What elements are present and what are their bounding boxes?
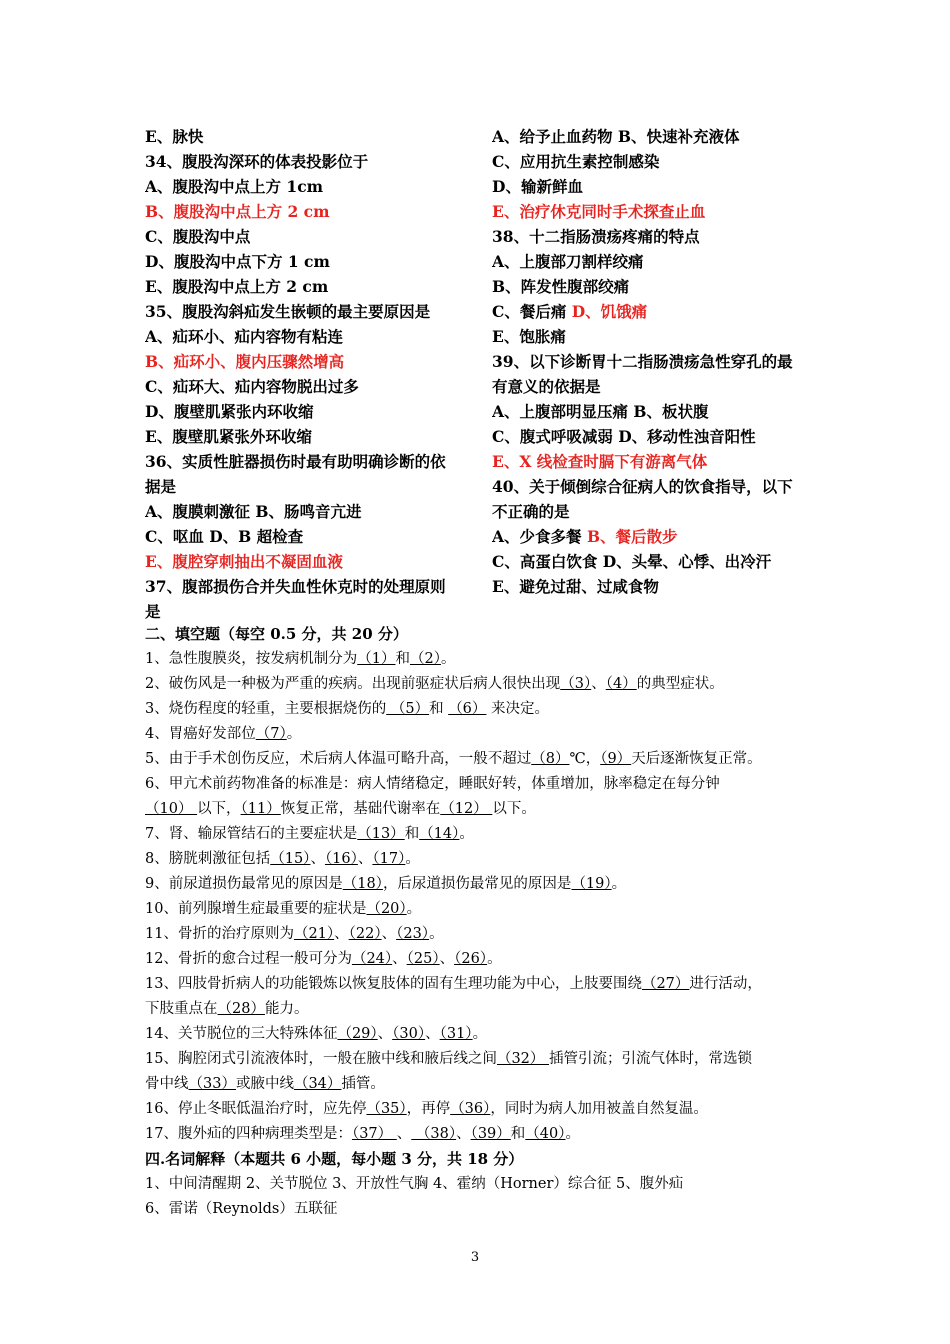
line-text: 。 bbox=[429, 926, 444, 942]
text-line bbox=[145, 1122, 820, 1147]
blank-slot: （24） bbox=[351, 951, 393, 967]
line-text: 14、关节脱位的三大特殊体征 bbox=[145, 1026, 338, 1042]
line-text: ，后尿道损伤最常见的原因是 bbox=[382, 876, 572, 892]
line-text: 8、膀胱刺激征包括 bbox=[145, 851, 271, 867]
line-text: 天后逐渐恢复正常。 bbox=[631, 751, 762, 767]
answer-line-highlighted: B、疝环小、腹内压骤然增高 bbox=[145, 352, 345, 371]
line-text: 。 bbox=[472, 1026, 488, 1042]
section-heading bbox=[145, 1147, 820, 1172]
line-text: 13、四肢骨折病人的功能锻炼以恢复肢体的固有生理功能为中心，上肢要围绕 bbox=[145, 976, 642, 992]
question-line bbox=[492, 499, 817, 524]
blank-slot: （8） bbox=[531, 751, 570, 767]
answer-highlight: E、治疗休克同时手术探查止血 bbox=[492, 202, 706, 221]
line-text: 。 bbox=[405, 851, 420, 867]
text-line bbox=[145, 822, 820, 847]
question-line bbox=[492, 199, 817, 224]
answer-line-highlighted: B、腹股沟中点上方 2 cm bbox=[145, 202, 330, 221]
line-text: 、 bbox=[456, 1126, 471, 1142]
line-text: 。 bbox=[286, 726, 302, 742]
question-line bbox=[492, 324, 817, 349]
blank-slot: （4） bbox=[605, 676, 637, 692]
line-text: 以下。 bbox=[492, 801, 536, 817]
line-text: 。 bbox=[565, 1126, 580, 1142]
line-text: 9、前尿道损伤最常见的原因是 bbox=[145, 876, 343, 892]
line-text: 来决定。 bbox=[486, 701, 550, 717]
text-line bbox=[145, 872, 820, 897]
blank-slot: （34） bbox=[293, 1076, 342, 1092]
question-line: 34、腹股沟深环的体表投影位于 bbox=[145, 152, 369, 171]
line-text: 7、肾、输尿管结石的主要症状是 bbox=[145, 826, 358, 842]
line-text: C、餐后痛 bbox=[492, 302, 572, 321]
question-line: C、呕血 D、B 超检查 bbox=[145, 527, 304, 546]
line-text: E、避免过甜、过咸食物 bbox=[492, 577, 659, 596]
blank-slot: （30） bbox=[392, 1026, 426, 1042]
answer-highlight: D、饥饿痛 bbox=[571, 302, 648, 321]
line-text: A、上腹部明显压痛 B、板状腹 bbox=[492, 402, 709, 421]
question-line bbox=[492, 574, 817, 599]
blank-slot: （22） bbox=[348, 926, 382, 942]
text-line bbox=[145, 672, 820, 697]
line-text: 。 bbox=[406, 901, 422, 917]
blank-slot: （23） bbox=[396, 926, 430, 942]
blank-slot: （10） bbox=[145, 801, 198, 817]
right-question-column bbox=[492, 124, 817, 599]
question-line bbox=[492, 224, 817, 249]
line-text: A、上腹部刀割样绞痛 bbox=[492, 252, 644, 271]
text-line bbox=[145, 722, 820, 747]
text-line bbox=[145, 897, 820, 922]
blank-slot: （14） bbox=[419, 826, 460, 842]
line-text: 10、前列腺增生症最重要的症状是 bbox=[145, 901, 367, 917]
text-line bbox=[145, 947, 820, 972]
question-line bbox=[492, 249, 817, 274]
blank-slot: （33） bbox=[188, 1076, 236, 1092]
line-text: C、应用抗生素控制感染 bbox=[492, 152, 660, 171]
line-text: 40、关于倾倒综合征病人的饮食指导，以下 bbox=[492, 477, 793, 496]
question-line bbox=[492, 299, 817, 324]
question-line: A、腹膜刺激征 B、肠鸣音亢进 bbox=[145, 502, 362, 521]
line-text: 、 bbox=[310, 851, 325, 867]
line-text: ，同时为病人加用被盖自然复温。 bbox=[490, 1101, 708, 1117]
blank-slot: （7） bbox=[255, 726, 287, 742]
blank-slot: （27） bbox=[641, 976, 690, 992]
question-line bbox=[492, 274, 817, 299]
question-line bbox=[492, 399, 817, 424]
line-text: 。 bbox=[440, 651, 456, 667]
text-line bbox=[145, 1172, 820, 1197]
question-line: E、腹壁肌紧张外环收缩 bbox=[145, 427, 312, 446]
line-text: 、 bbox=[439, 951, 455, 967]
line-text: D、输新鲜血 bbox=[492, 177, 583, 196]
blank-slot: （3） bbox=[560, 676, 592, 692]
blank-slot: （36） bbox=[450, 1101, 491, 1117]
question-line: C、腹股沟中点 bbox=[145, 227, 251, 246]
line-text: 4、胃癌好发部位 bbox=[145, 726, 256, 742]
line-text: 和 bbox=[395, 651, 410, 667]
blank-slot: （37） bbox=[351, 1126, 397, 1142]
line-text: 、 bbox=[591, 676, 606, 692]
question-line: D、腹壁肌紧张内环收缩 bbox=[145, 402, 314, 421]
line-text: 11、骨折的治疗原则为 bbox=[145, 926, 294, 942]
blank-slot: （18） bbox=[342, 876, 383, 892]
question-line bbox=[492, 124, 817, 149]
question-line: 35、腹股沟斜疝发生嵌顿的最主要原因是 bbox=[145, 302, 431, 321]
question-line bbox=[492, 524, 817, 549]
line-text: 、 bbox=[381, 926, 397, 942]
answer-highlight: B、餐后散步 bbox=[586, 527, 678, 546]
line-text: 、 bbox=[396, 1126, 412, 1142]
line-text: 、 bbox=[425, 1026, 440, 1042]
line-text: 。 bbox=[611, 876, 627, 892]
text-line bbox=[145, 697, 820, 722]
line-text: 和 bbox=[404, 826, 420, 842]
blank-slot: （16） bbox=[324, 851, 358, 867]
line-text: A、少食多餐 bbox=[492, 527, 587, 546]
answer-line-highlighted: E、腹腔穿刺抽出不凝固血液 bbox=[145, 552, 343, 571]
line-text: 15、胸腔闭式引流液体时，一般在腋中线和腋后线之间 bbox=[145, 1051, 497, 1067]
line-text: ，再停 bbox=[406, 1101, 451, 1117]
line-text: 、 bbox=[377, 1026, 393, 1042]
question-line: E、脉快 bbox=[145, 127, 204, 146]
line-text: 以下， bbox=[197, 801, 241, 817]
blank-slot: （9） bbox=[600, 751, 632, 767]
line-text: A、给予止血药物 B、快速补充液体 bbox=[492, 127, 740, 146]
text-line bbox=[145, 1197, 820, 1222]
text-line bbox=[145, 847, 820, 872]
left-question-column bbox=[145, 124, 485, 624]
blank-slot: （12） bbox=[440, 801, 493, 817]
line-text: ℃， bbox=[569, 751, 601, 767]
line-text: C、腹式呼吸减弱 D、移动性浊音阳性 bbox=[492, 427, 756, 446]
question-line: 是 bbox=[145, 602, 161, 621]
line-text: 、 bbox=[357, 851, 373, 867]
line-text: 插管引流；引流气体时，常选锁 bbox=[549, 1051, 753, 1067]
blank-slot: （11） bbox=[240, 801, 281, 817]
blank-slot: （2） bbox=[409, 651, 441, 667]
line-text: 2、破伤风是一种极为严重的疾病。出现前驱症状后病人很快出现 bbox=[145, 676, 561, 692]
section-heading bbox=[145, 622, 820, 647]
line-text: E、饱胀痛 bbox=[492, 327, 566, 346]
text-line bbox=[145, 797, 820, 822]
fill-in-and-terms-section bbox=[145, 622, 820, 1222]
line-text: 1、中间清醒期 2、关节脱位 3、开放性气胸 4、霍纳（Horner）综合征 5、腹外疝 bbox=[145, 1176, 684, 1192]
line-text: 6、甲亢术前药物准备的标准是：病人情绪稳定，睡眠好转，体重增加，脉率稳定在每分钟 bbox=[145, 776, 720, 792]
text-line bbox=[145, 997, 820, 1022]
text-line bbox=[145, 747, 820, 772]
question-line bbox=[492, 474, 817, 499]
question-line: C、疝环大、疝内容物脱出过多 bbox=[145, 377, 359, 396]
page-number: 3 bbox=[470, 1250, 480, 1265]
line-text: 和 bbox=[429, 701, 449, 717]
text-line bbox=[145, 972, 820, 997]
question-line: 37、腹部损伤合并失血性休克时的处理原则 bbox=[145, 577, 446, 596]
blank-slot: （5） bbox=[386, 701, 430, 717]
blank-slot: （26） bbox=[454, 951, 488, 967]
line-text: 、 bbox=[334, 926, 349, 942]
line-text: 有意义的依据是 bbox=[492, 377, 601, 396]
blank-slot: （31） bbox=[439, 1026, 473, 1042]
blank-slot: （28） bbox=[217, 1001, 265, 1017]
question-line: A、腹股沟中点上方 1cm bbox=[145, 177, 324, 196]
blank-slot: （32） bbox=[496, 1051, 550, 1067]
question-line: 36、实质性脏器损伤时最有助明确诊断的依 bbox=[145, 452, 446, 471]
line-text: 不正确的是 bbox=[492, 502, 570, 521]
text-line bbox=[145, 1097, 820, 1122]
line-text: 17、腹外疝的四种病理类型是： bbox=[145, 1126, 352, 1142]
line-text: 下肢重点在 bbox=[145, 1001, 218, 1017]
line-text: 进行活动， bbox=[689, 976, 762, 992]
line-text: 1、急性腹膜炎，按发病机制分为 bbox=[145, 651, 358, 667]
line-text: 或腋中线 bbox=[235, 1076, 294, 1092]
question-line bbox=[492, 424, 817, 449]
blank-slot: （25） bbox=[406, 951, 440, 967]
text-line bbox=[145, 1022, 820, 1047]
line-text: 恢复正常，基础代谢率在 bbox=[280, 801, 441, 817]
question-line: A、疝环小、疝内容物有粘连 bbox=[145, 327, 344, 346]
line-text: 12、骨折的愈合过程一般可分为 bbox=[145, 951, 352, 967]
line-text: 。 bbox=[459, 826, 474, 842]
blank-slot: （29） bbox=[337, 1026, 378, 1042]
line-text: 四.名词解释（本题共 6 小题，每小题 3 分，共 18 分） bbox=[145, 1150, 524, 1168]
blank-slot: （21） bbox=[293, 926, 335, 942]
line-text: 骨中线 bbox=[145, 1076, 189, 1092]
blank-slot: （38） bbox=[411, 1126, 457, 1142]
line-text: 16、停止冬眠低温治疗时，应先停 bbox=[145, 1101, 367, 1117]
line-text: 39、以下诊断胃十二指肠溃疡急性穿孔的最 bbox=[492, 352, 793, 371]
blank-slot: （40） bbox=[525, 1126, 566, 1142]
line-text: 插管。 bbox=[341, 1076, 385, 1092]
question-line bbox=[492, 149, 817, 174]
blank-slot: （19） bbox=[571, 876, 612, 892]
line-text: 6、雷诺（Reynolds）五联征 bbox=[145, 1201, 338, 1217]
line-text: 能力。 bbox=[264, 1001, 309, 1017]
blank-slot: （39） bbox=[470, 1126, 511, 1142]
blank-slot: （35） bbox=[366, 1101, 407, 1117]
text-line bbox=[145, 647, 820, 672]
question-line bbox=[492, 174, 817, 199]
blank-slot: （1） bbox=[357, 651, 396, 667]
line-text: 的典型症状。 bbox=[636, 676, 724, 692]
blank-slot: （17） bbox=[372, 851, 406, 867]
question-line bbox=[492, 549, 817, 574]
blank-slot: （6） bbox=[448, 701, 487, 717]
question-line: D、腹股沟中点下方 1 cm bbox=[145, 252, 330, 271]
text-line bbox=[145, 1047, 820, 1072]
line-text: 5、由于手术创伤反应，术后病人体温可略升高，一般不超过 bbox=[145, 751, 532, 767]
text-line bbox=[145, 922, 820, 947]
line-text: 和 bbox=[510, 1126, 526, 1142]
line-text: 二、填空题（每空 0.5 分，共 20 分） bbox=[145, 625, 408, 643]
line-text: B、阵发性腹部绞痛 bbox=[492, 277, 630, 296]
question-line: 据是 bbox=[145, 477, 177, 496]
line-text: 。 bbox=[487, 951, 502, 967]
line-text: 3、烧伤程度的轻重，主要根据烧伤的 bbox=[145, 701, 387, 717]
line-text: 38、十二指肠溃疡疼痛的特点 bbox=[492, 227, 700, 246]
text-line bbox=[145, 772, 820, 797]
line-text: 、 bbox=[392, 951, 407, 967]
blank-slot: （20） bbox=[366, 901, 407, 917]
question-line bbox=[492, 374, 817, 399]
question-line bbox=[492, 349, 817, 374]
question-line bbox=[492, 449, 817, 474]
line-text: C、高蛋白饮食 D、头晕、心悸、出冷汗 bbox=[492, 552, 772, 571]
question-line: E、腹股沟中点上方 2 cm bbox=[145, 277, 329, 296]
blank-slot: （15） bbox=[270, 851, 311, 867]
blank-slot: （13） bbox=[357, 826, 405, 842]
text-line bbox=[145, 1072, 820, 1097]
answer-highlight: E、X 线检查时膈下有游离气体 bbox=[492, 452, 708, 471]
